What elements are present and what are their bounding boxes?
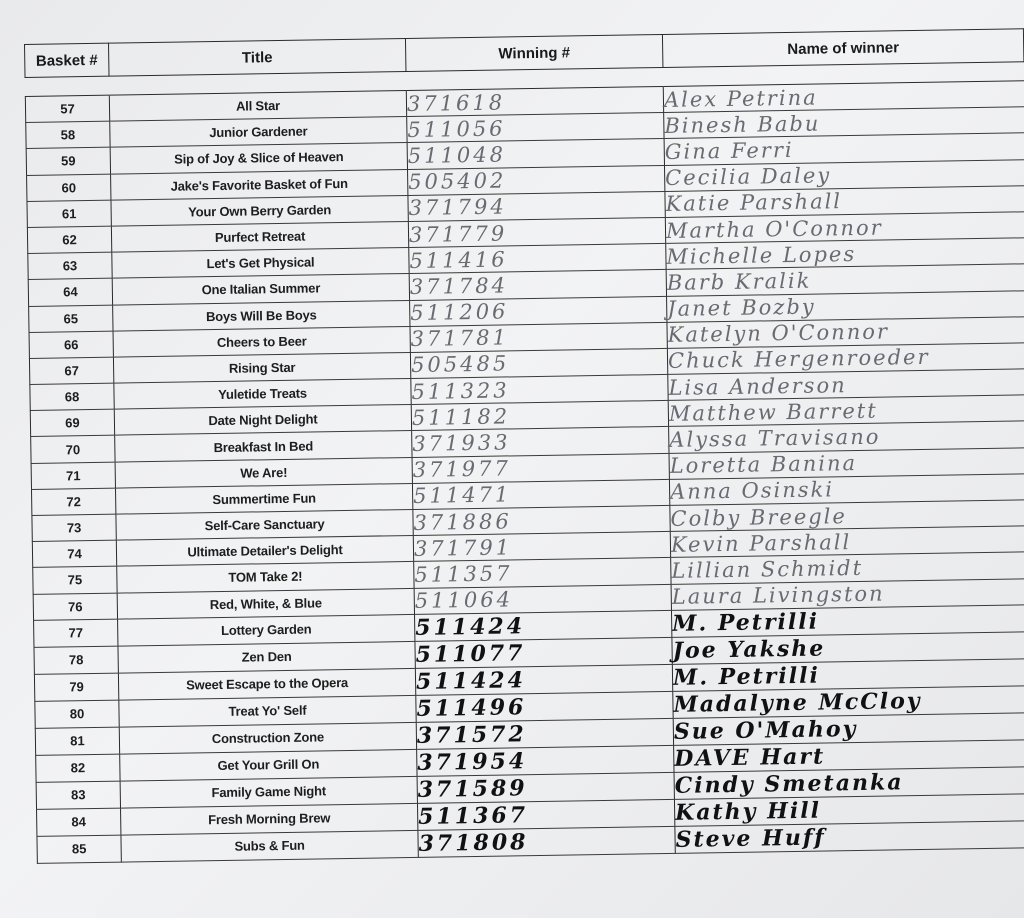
winning-number-cell: 511056 — [407, 113, 664, 143]
basket-number-cell: 65 — [29, 305, 113, 333]
winner-name-cell: Matthew Barrett — [668, 395, 1024, 427]
basket-title-cell: Date Night Delight — [114, 405, 411, 436]
basket-number-cell: 58 — [26, 121, 110, 149]
winner-name-cell: Steve Huff — [675, 820, 1024, 853]
basket-title-cell: All Star — [109, 91, 406, 122]
basket-title-cell: Breakfast In Bed — [115, 431, 412, 462]
winning-number-cell: 371784 — [409, 270, 666, 300]
winning-number-cell: 511496 — [416, 691, 673, 722]
winning-number-cell: 511357 — [414, 558, 671, 588]
winner-name-cell: Chuck Hergenroeder — [667, 343, 1024, 375]
basket-title-cell: Your Own Berry Garden — [111, 195, 408, 226]
basket-number-cell: 76 — [33, 593, 117, 621]
basket-number-cell: 73 — [32, 514, 116, 542]
winner-name-cell: Barb Kralik — [666, 264, 1024, 296]
basket-title-cell: One Italian Summer — [112, 274, 409, 305]
basket-number-cell: 68 — [30, 383, 114, 411]
winning-number-cell: 511471 — [412, 479, 669, 509]
winner-name-cell: Anna Osinski — [669, 474, 1024, 506]
basket-number-cell: 80 — [35, 700, 119, 728]
basket-title-cell: Construction Zone — [119, 722, 416, 754]
basket-title-cell: Junior Gardener — [110, 117, 407, 148]
winning-number-cell: 511182 — [411, 401, 668, 431]
basket-title-cell: Zen Den — [118, 641, 415, 673]
spacer-cell — [25, 76, 109, 96]
basket-number-cell: 59 — [26, 148, 110, 176]
basket-title-cell: Rising Star — [113, 352, 410, 383]
winner-name-cell: Martha O'Connor — [665, 212, 1024, 244]
basket-number-cell: 60 — [27, 174, 111, 202]
winning-number-cell: 371572 — [416, 718, 673, 749]
winning-number-cell: 371954 — [417, 745, 674, 776]
basket-number-cell: 69 — [30, 409, 114, 437]
winning-number-cell: 371977 — [412, 453, 669, 483]
basket-title-cell: We Are! — [115, 457, 412, 488]
basket-title-cell: Ultimate Detailer's Delight — [116, 536, 413, 567]
winning-number-cell: 371779 — [408, 217, 665, 247]
basket-title-cell: Sweet Escape to the Opera — [118, 668, 415, 700]
winner-name-cell: Katelyn O'Connor — [667, 316, 1024, 348]
winner-name-cell: Kevin Parshall — [670, 526, 1024, 558]
basket-number-cell: 85 — [37, 835, 121, 863]
basket-title-cell: Treat Yo' Self — [119, 695, 416, 727]
basket-number-cell: 79 — [34, 673, 118, 701]
basket-number-cell: 81 — [35, 727, 119, 755]
winning-number-cell: 371781 — [410, 322, 667, 352]
basket-number-cell: 72 — [31, 488, 115, 516]
basket-number-cell: 57 — [25, 95, 109, 123]
basket-title-cell: Get Your Grill On — [120, 749, 417, 781]
basket-title-cell: TOM Take 2! — [117, 562, 414, 593]
winning-number-cell: 511424 — [415, 664, 672, 695]
winning-number-cell: 511206 — [410, 296, 667, 326]
basket-title-cell: Jake's Favorite Basket of Fun — [111, 169, 408, 200]
winning-number-cell: 505485 — [410, 348, 667, 378]
basket-title-cell: Let's Get Physical — [112, 248, 409, 279]
basket-number-cell: 83 — [36, 781, 120, 809]
winning-number-cell: 371794 — [408, 191, 665, 221]
winner-name-cell: Janet Bozby — [667, 290, 1024, 322]
winning-number-cell: 511424 — [415, 610, 672, 641]
basket-number-cell: 78 — [34, 646, 118, 674]
winner-name-cell: DAVE Hart — [674, 739, 1024, 772]
winner-name-cell: Cindy Smetanka — [674, 766, 1024, 799]
winner-name-cell: Cecilia Daley — [664, 159, 1024, 191]
winning-number-cell: 371886 — [413, 505, 670, 535]
winners-table — [24, 28, 1024, 863]
basket-title-cell: Fresh Morning Brew — [121, 803, 418, 835]
basket-title-cell: Cheers to Beer — [113, 326, 410, 357]
winner-name-cell: M. Petrilli — [671, 604, 1024, 637]
basket-number-cell: 62 — [27, 226, 111, 254]
winning-number-cell: 371933 — [412, 427, 669, 457]
winner-name-cell: Joe Yakshe — [672, 631, 1024, 664]
winner-name-cell: Katie Parshall — [665, 186, 1024, 218]
basket-number-cell: 61 — [27, 200, 111, 228]
basket-number-cell: 64 — [28, 278, 112, 306]
winner-name-cell: Alyssa Travisano — [669, 421, 1024, 453]
basket-number-cell: 63 — [28, 252, 112, 280]
winning-number-header: Winning # — [405, 34, 662, 71]
winning-number-cell: 371808 — [418, 826, 675, 857]
basket-title-cell: Family Game Night — [120, 776, 417, 808]
winner-name-cell: Binesh Babu — [664, 107, 1024, 139]
basket-number-cell: 67 — [29, 357, 113, 385]
winner-name-cell: Madalyne McCloy — [673, 685, 1024, 718]
winner-name-cell: Laura Livingston — [671, 578, 1024, 610]
title-header: Title — [108, 39, 405, 77]
basket-number-cell: 77 — [34, 619, 118, 647]
basket-title-cell: Yuletide Treats — [114, 379, 411, 410]
basket-number-cell: 75 — [33, 566, 117, 594]
winning-number-cell: 371618 — [406, 86, 663, 116]
basket-title-cell: Sip of Joy & Slice of Heaven — [110, 143, 407, 174]
winning-number-cell: 505402 — [408, 165, 665, 195]
winning-number-cell: 511367 — [417, 799, 674, 830]
basket-number-cell: 82 — [36, 754, 120, 782]
winning-number-cell: 511064 — [414, 584, 671, 614]
basket-number-cell: 74 — [32, 540, 116, 568]
winner-name-header: Name of winner — [662, 29, 1023, 68]
winners-body — [25, 62, 1024, 863]
basket-number-cell: 84 — [37, 808, 121, 836]
winner-name-cell: Kathy Hill — [674, 793, 1024, 826]
basket-number-cell: 66 — [29, 331, 113, 359]
winner-name-cell: Michelle Lopes — [666, 238, 1024, 270]
winner-name-cell: Sue O'Mahoy — [673, 712, 1024, 745]
winner-name-cell: Lillian Schmidt — [671, 552, 1024, 584]
basket-title-cell: Subs & Fun — [121, 830, 418, 862]
winner-name-cell: M. Petrilli — [672, 658, 1024, 691]
basket-title-cell: Summertime Fun — [115, 483, 412, 514]
winning-number-cell: 511416 — [409, 244, 666, 274]
winner-name-cell: Loretta Banina — [669, 447, 1024, 479]
winner-name-cell: Gina Ferri — [664, 133, 1024, 165]
basket-title-cell: Purfect Retreat — [111, 221, 408, 252]
basket-title-cell: Boys Will Be Boys — [113, 300, 410, 331]
winning-number-cell: 511323 — [411, 374, 668, 404]
winner-name-cell: Alex Petrina — [663, 81, 1024, 113]
winning-number-cell: 511048 — [407, 139, 664, 169]
winning-number-cell: 371589 — [417, 772, 674, 803]
basket-number-header: Basket # — [25, 43, 110, 77]
basket-title-cell: Self-Care Sanctuary — [116, 509, 413, 540]
winner-name-cell: Lisa Anderson — [668, 369, 1024, 401]
winning-number-cell: 511077 — [415, 637, 672, 668]
basket-number-cell: 71 — [31, 462, 115, 490]
basket-title-cell: Red, White, & Blue — [117, 588, 414, 619]
basket-number-cell: 70 — [31, 436, 115, 464]
winner-name-cell: Colby Breegle — [670, 500, 1024, 532]
basket-title-cell: Lottery Garden — [118, 614, 415, 646]
winning-number-cell: 371791 — [413, 532, 670, 562]
